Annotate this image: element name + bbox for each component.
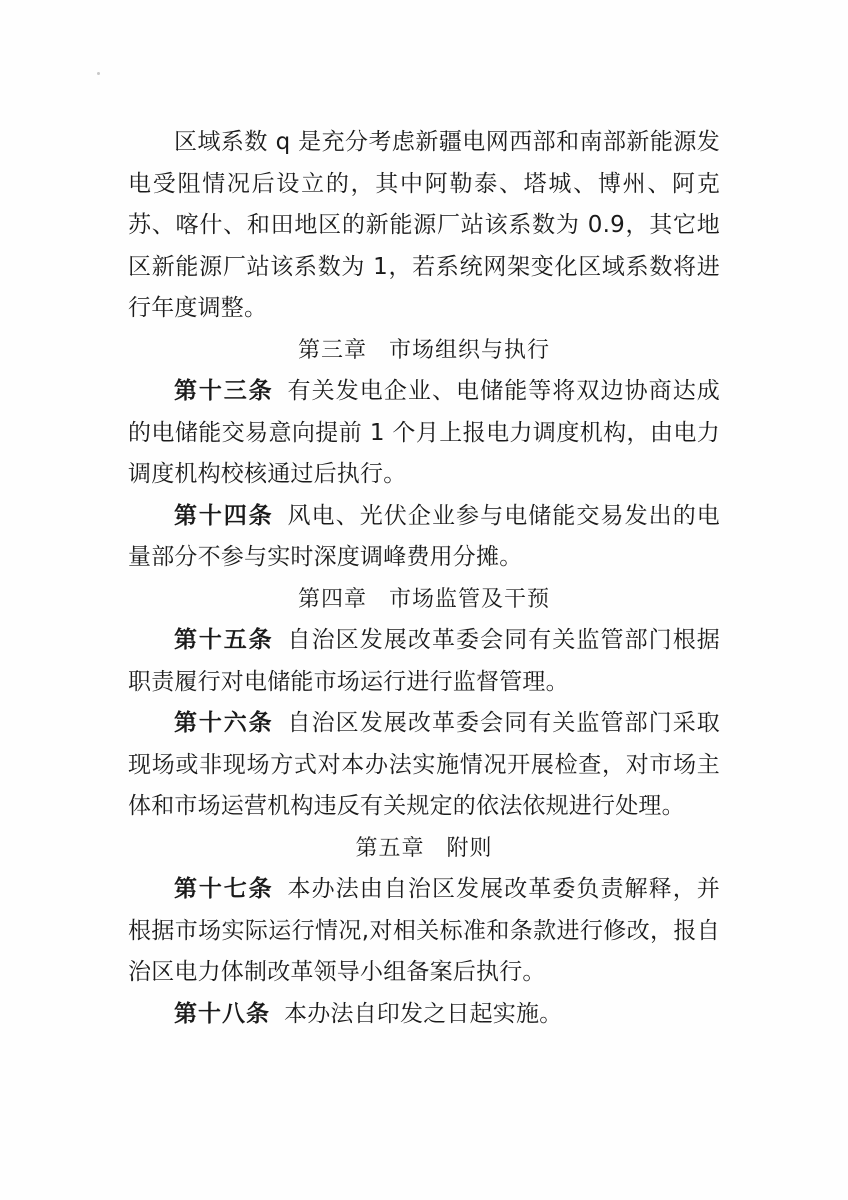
article-13: [128, 371, 720, 496]
chapter-number: 第五章: [355, 835, 425, 861]
article-text: 自治区发展改革委会同有关监管部门采取现场或非现场方式对本办法实施情况开展检查，对市场主体和市场运营机构违反有关规定的依法依规进行处理。: [128, 710, 721, 819]
article-16: [128, 703, 720, 828]
chapter-title: 附则: [446, 835, 493, 861]
chapter-number: 第三章: [297, 337, 367, 363]
chapter-heading-4: [128, 579, 720, 621]
scan-speck: [97, 72, 100, 75]
article-label: 第十八条: [174, 1000, 270, 1027]
article-label: 第十四条: [174, 502, 274, 529]
article-label: 第十七条: [174, 876, 274, 902]
article-text: 自治区发展改革委会同有关监管部门根据职责履行对电储能市场运行进行监督管理。: [128, 627, 721, 695]
chapter-heading-3: [128, 330, 720, 372]
intro-paragraph: 区域系数 q 是充分考虑新疆电网西部和南部新能源发电受阻情况后设立的，其中阿勒泰、塔城、博州、阿克苏、喀什、和田地区的新能源厂站该系数为 0.9，其它地区新能源厂站该系数为 1，若系统网架变化区域系数将进行年度调整。: [128, 129, 720, 321]
article-text: 本办法由自治区发展改革委负责解释，并根据市场实际运行情况,对相关标准和条款进行修改，报自治区电力体制改革领导小组备案后执行。: [128, 876, 721, 985]
chapter-number: 第四章: [297, 586, 367, 612]
article-17: [128, 869, 720, 994]
article-text: 本办法自印发之日起实施。: [284, 1000, 563, 1027]
chapter-title: 市场监管及干预: [389, 586, 551, 612]
chapter-heading-5: [128, 828, 720, 870]
document-body: [128, 122, 720, 1035]
article-label: 第十三条: [174, 378, 274, 404]
article-text: 风电、光伏企业参与电储能交易发出的电量部分不参与实时深度调峰费用分摊。: [128, 502, 721, 570]
article-label: 第十六条: [174, 710, 274, 736]
article-text: 有关发电企业、电储能等将双边协商达成的电储能交易意向提前 1 个月上报电力调度机构，由电力调度机构校核通过后执行。: [128, 378, 721, 487]
chapter-title: 市场组织与执行: [389, 337, 551, 363]
article-label: 第十五条: [174, 627, 274, 653]
article-14: [128, 496, 720, 579]
article-18: [128, 994, 720, 1036]
article-15: [128, 620, 720, 703]
